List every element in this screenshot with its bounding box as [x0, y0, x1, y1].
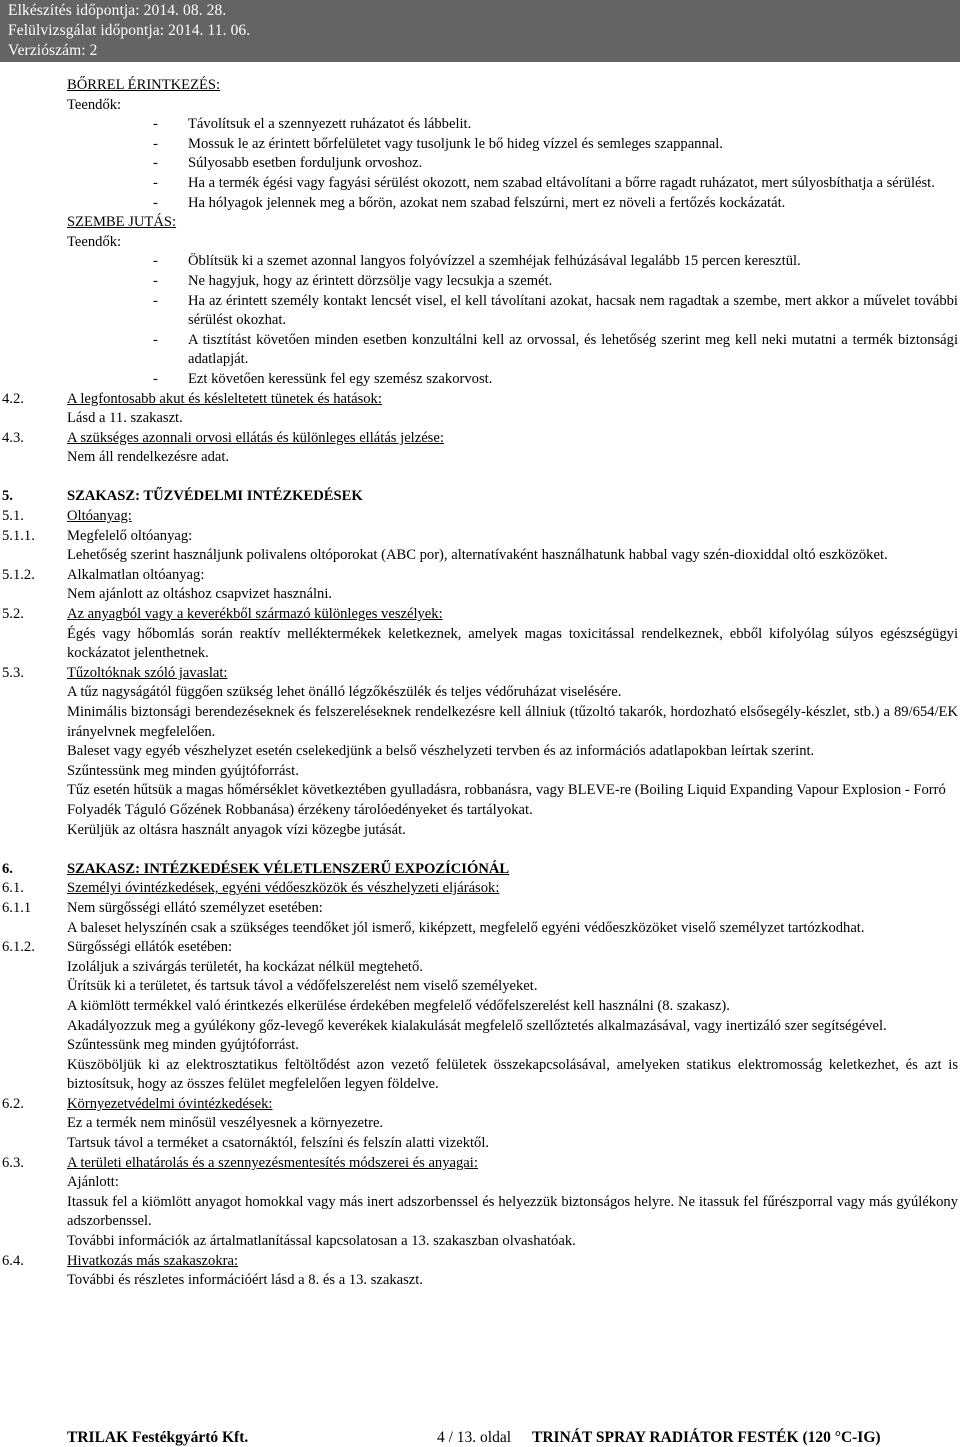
section-number: 6.4. — [2, 1252, 24, 1269]
section-title: Környezetvédelmi óvintézkedések: — [67, 1095, 273, 1112]
list-item: Ha hólyagok jelennek meg a bőrön, azokat nem szabad felszúrni, mert ez növeli a fertőzés kockázatát. — [188, 194, 786, 211]
list-item: Mossuk le az érintett bőrfelületet vagy tusoljunk le bő hideg vízzel és semleges szappannal. — [188, 135, 723, 152]
section-text: Ürítsük ki a területet, és tartsuk távol a védőfelszerelést nem viselő személyeket. — [67, 978, 538, 995]
section-text: Szűntessünk meg minden gyújtóforrást. — [67, 762, 299, 779]
review-date: Felülvizsgálat időpontja: 2014. 11. 06. — [8, 22, 251, 39]
section-text: További információk az ártalmatlanítással kapcsolatosan a 13. szakaszban olvashatóak. — [67, 1233, 576, 1250]
eye-contact-title: SZEMBE JUTÁS: — [67, 214, 177, 231]
section-title: Nem sürgősségi ellátó személyzet esetében: — [67, 899, 323, 916]
section-title: Személyi óvintézkedések, egyéni védőeszközök és vészhelyzeti eljárások: — [67, 880, 500, 897]
list-item: Súlyosabb esetben forduljunk orvoshoz. — [188, 155, 423, 172]
section-number: 6. — [2, 860, 13, 877]
list-item: Távolítsuk el a szennyezett ruházatot és lábbelit. — [188, 116, 472, 133]
product-name: TRINÁT SPRAY RADIÁTOR FESTÉK (120 °C-IG) — [532, 1429, 881, 1446]
section-text: Itassuk fel a kiömlött anyagot homokkal vagy más inert adszorbenssel és helyezzük biztonságos helyre. Ne itassuk fel fűrészporral vagy más gyúlékony adszorbenssel. — [67, 1193, 958, 1230]
list-item: Ezt követően keressünk fel egy szemész szakorvost. — [188, 370, 493, 387]
section-title: A legfontosabb akut és késleltetett tünetek és hatások: — [67, 390, 382, 407]
section-title: A szükséges azonnali orvosi ellátás és különleges ellátás jelzése: — [67, 429, 444, 446]
section-text: Küszöböljük ki az elektrosztatikus feltöltődést azon vezető felületek összekapcsolásával, amelyeken statikus elektromosság keletkezhet, és azt is biztosítsuk, hogy az összes felület megfelelően legyen földelve. — [67, 1056, 958, 1093]
section-title: Az anyagból vagy a keverékből származó különleges veszélyek: — [67, 606, 443, 623]
section-text: Tartsuk távol a terméket a csatornáktól, felszíni és felszín alatti vizektől. — [67, 1135, 490, 1152]
section-text: Akadályozzuk meg a gyúlékony gőz-levegő keverékek kialakulását megfelelő szellőztetés alkalmazásával, vagy inertizáló szer segítségével. — [67, 1017, 887, 1034]
section-title: A területi elhatárolás és a szennyezésmentesítés módszerei és anyagai: — [67, 1154, 478, 1171]
section-text: A kiömlött termékkel való érintkezés elkerülése érdekében megfelelő védőfelszerelést kell használni (8. szakasz). — [67, 997, 730, 1014]
list-item: Öblítsük ki a szemet azonnal langyos folyóvízzel a szemhéjak felhúzásával legalább 15 percen keresztül. — [188, 253, 801, 270]
section-text: Nem ajánlott az oltáshoz csapvizet használni. — [67, 586, 333, 603]
list-item: Ha az érintett személy kontakt lencsét visel, el kell távolítani azokat, hacsak nem ragadtak a szembe, mert akkor a művelet további sérülést okozhat. — [188, 292, 958, 329]
section-text: Tűz esetén hűtsük a magas hőmérséklet következtében gyulladásra, robbanásra, vagy BLEVE-re (Boiling Liquid Expanding Vapour Explosion - Forró Folyadék Táguló Gőzének Robbanása) érzékeny tárolóedényeket és tartályokat. — [67, 782, 946, 818]
section-number: 5.2. — [2, 606, 24, 623]
section-text: A baleset helyszínén csak a szükséges teendőket jól ismerő, kiképzett, megfelelő egyéni védőeszközöket viselő személyzet tartózkodhat. — [67, 919, 865, 936]
section-title: Hivatkozás más szakaszokra: — [67, 1252, 239, 1269]
section-heading: SZAKASZ: TŰZVÉDELMI INTÉZKEDÉSEK — [67, 488, 363, 505]
page-number: 4 / 13. oldal — [437, 1429, 512, 1446]
list-item: Ha a termék égési vagy fagyási sérülést okozott, nem szabad eltávolítani a bőrre ragadt ruházatot, mert súlyosbíthatja a sérülést. — [188, 174, 935, 191]
section-number: 6.2. — [2, 1095, 24, 1112]
company-name: TRILAK Festékgyártó Kft. — [67, 1429, 249, 1446]
section-title: Oltóanyag: — [67, 508, 132, 525]
section-title: Megfelelő oltóanyag: — [67, 527, 193, 544]
section-text: Ez a termék nem minősül veszélyesnek a környezetre. — [67, 1115, 384, 1132]
document-header — [0, 0, 960, 62]
section-number: 5.1.2. — [2, 566, 35, 583]
section-number: 5.1. — [2, 508, 24, 525]
list-item: A tisztítást követően minden esetben konzultálni kell az orvossal, és lehetőség szerint meg kell neki mutatni a termék biztonsági adatlapját. — [188, 331, 958, 368]
section-number: 6.1.1 — [2, 899, 32, 916]
section-number: 5.1.1. — [2, 527, 35, 544]
section-title: Tűzoltóknak szóló javaslat: — [67, 664, 228, 681]
section-title: Sürgősségi ellátók esetében: — [67, 939, 233, 956]
section-number: 4.3. — [2, 429, 24, 446]
created-date: Elkészítés időpontja: 2014. 08. 28. — [8, 2, 227, 19]
eye-tasks-label: Teendők: — [67, 233, 122, 250]
section-number: 4.2. — [2, 390, 24, 407]
section-text: További és részletes információért lásd a 8. és a 13. szakaszt. — [67, 1272, 423, 1289]
section-text: Ajánlott: — [67, 1174, 119, 1191]
section-text: Szűntessünk meg minden gyújtóforrást. — [67, 1037, 299, 1054]
section-text: Minimális biztonsági berendezéseknek és felszereléseknek rendelkezésre kell állniuk (tűzoltó takarók, hordozható elsősegély-készlet, stb.) a 89/654/EK irányelvnek megfelelően. — [67, 704, 958, 740]
section-number: 5. — [2, 488, 13, 505]
section-number: 6.3. — [2, 1154, 24, 1171]
section-text: Baleset vagy egyéb vészhelyzet esetén cselekedjünk a belső vészhelyzeti tervben és az információs adatlapokban leírtak szerint. — [67, 743, 815, 760]
section-title: Alkalmatlan oltóanyag: — [67, 566, 205, 583]
section-text: Égés vagy hőbomlás során reaktív melléktermékek keletkeznek, amelyek magas toxicitással rendelkeznek, ebből kifolyólag súlyos egészségügyi kockázatot jelenthetnek. — [67, 625, 958, 662]
document-body: BŐRREL ÉRINTKEZÉS: Teendők: - Távolítsuk el a szennyezett ruházatot és lábbelit. - Mossuk le az érintett bőrfelületet vagy tusoljunk le bő hideg vízzel és semleges szappannal. - Súlyosabb esetben forduljunk orvoshoz. - Ha a termék égési vagy fagyási sérülést okozott, nem szabad eltávolítani a bőrre ragadt ruházatot, mert súlyosbíthatja a sérülést. - Ha hólyagok jelennek meg a bőrön, azokat nem szabad felszúrni, mert ez növeli a fertőzés kockázatát. SZEMBE JUTÁS: Teendők: - Öblítsük ki a szemet azonnal langyos folyóvízzel a szemhéjak felhúzásával legalább 15 percen keresztül. - Ne hagyjuk, hogy az érintett dörzsölje vagy lecsukja a szemét. - Ha az érintett személy kontakt lencsét visel, el kell távolítani azokat, hacsak nem ragadtak a szembe, mert akkor a művelet további sérülést okozhat. - A tisztítást követően minden esetben konzultálni kell az orvossal, és lehetőség szerint meg kell neki mutatni a termék biztonsági adatlapját. - Ezt követően keressünk fel egy szemész szakorvost. 4.2. A legfontosabb akut és késleltetett tünetek és hatások: Lásd a 11. szakaszt. 4.3. A szükséges azonnali orvosi ellátás és különleges ellátás jelzése: Nem áll rendelkezésre adat. 5. SZAKASZ: TŰZVÉDELMI INTÉZKEDÉSEK 5.1. Oltóanyag: 5.1.1. Megfelelő oltóanyag: Lehetőség szerint használjunk polivalens oltóporokat (ABC por), alternatívaként használhatunk habbal vagy szén-dioxiddal oltó eszközöket. 5.1.2. Alkalmatlan oltóanyag: Nem ajánlott az oltáshoz csapvizet használni. 5.2. Az anyagból vagy a keverékből származó különleges veszélyek: Égés vagy hőbomlás során reaktív melléktermékek keletkeznek, amelyek magas toxicitással rendelkeznek, ebből kifolyólag súlyos egészségügyi kockázatot jelenthetnek. 5.3. Tűzoltóknak szóló javaslat: A tűz nagyságától függően szükség lehet önálló légzőkészülék és teljes védőruházat viselésére. Minimális biztonsági berendezéseknek és felszereléseknek rendelkezésre kell állniuk (tűzoltó takarók, hordozható elsősegély-készlet, stb.) a 89/654/EK irányelvnek megfelelően. Baleset vagy egyéb vészhelyzet esetén cselekedjünk a belső vészhelyzeti tervben és az információs adatlapokban leírtak szerint. Szűntessünk meg minden gyújtóforrást. Tűz esetén hűtsük a magas hőmérséklet következtében gyulladásra, robbanásra, vagy BLEVE-re (Boiling Liquid Expanding Vapour Explosion - Forró Folyadék Táguló Gőzének Robbanása) érzékeny tárolóedényeket és tartályokat. Kerüljük az oltásra használt anyagok vízi közegbe jutását. 6. SZAKASZ: INTÉZKEDÉSEK VÉLETLENSZERŰ EXPOZÍCIÓNÁL 6.1. Személyi óvintézkedések, egyéni védőeszközök és vészhelyzeti eljárások: 6.1.1 Nem sürgősségi ellátó személyzet esetében: A baleset helyszínén csak a szükséges teendőket jól ismerő, kiképzett, megfelelő egyéni védőeszközöket viselő személyzet tartózkodhat. 6.1.2. Sürgősségi ellátók esetében: Izoláljuk a szivárgás területét, ha kockázat nélkül megtehető. Ürítsük ki a területet, és tartsuk távol a védőfelszerelést nem viselő személyeket. A kiömlött termékkel való érintkezés elkerülése érdekében megfelelő védőfelszerelést kell használni (8. szakasz). Akadályozzuk meg a gyúlékony gőz-levegő keverékek kialakulását megfelelő szellőztetés alkalmazásával, vagy inertizáló szer segítségével. Szűntessünk meg minden gyújtóforrást. Küszöböljük ki az elektrosztatikus feltöltődést azon vezető felületek összekapcsolásával, amelyeken statikus elektromosság keletkezhet, és azt is biztosítsuk, hogy az összes felület megfelelően legyen földelve. 6.2. Környezetvédelmi óvintézkedések: Ez a termék nem minősül veszélyesnek a környezetre. Tartsuk távol a terméket a csatornáktól, felszíni és felszín alatti vizektől. 6.3. A területi elhatárolás és a szennyezésmentesítés módszerei és anyagai: Ajánlott: Itassuk fel a kiömlött anyagot homokkal vagy más inert adszorbenssel és helyezzük biztonságos helyre. Ne itassuk fel fűrészporral vagy más gyúlékony adszorbenssel. További információk az ártalmatlanítással kapcsolatosan a 13. szakaszban olvashatóak. 6.4. Hivatkozás más szakaszokra: További és részletes információért lásd a 8. és a 13. szakaszt. — [0, 76, 960, 1291]
section-text: Kerüljük az oltásra használt anyagok vízi közegbe jutását. — [67, 821, 406, 838]
section-text: Lásd a 11. szakaszt. — [67, 410, 183, 427]
list-item: Ne hagyjuk, hogy az érintett dörzsölje vagy lecsukja a szemét. — [188, 272, 553, 289]
section-text: A tűz nagyságától függően szükség lehet önálló légzőkészülék és teljes védőruházat viselésére. — [67, 684, 622, 701]
section-number: 6.1. — [2, 880, 24, 897]
section-text: Izoláljuk a szivárgás területét, ha kockázat nélkül megtehető. — [67, 958, 423, 975]
section-text: Lehetőség szerint használjunk polivalens oltóporokat (ABC por), alternatívaként használhatunk habbal vagy szén-dioxiddal oltó eszközöket. — [67, 547, 888, 564]
version-number: Verziószám: 2 — [8, 42, 98, 59]
page-footer — [0, 1428, 960, 1447]
skin-contact-title: BŐRREL ÉRINTKEZÉS: — [67, 77, 221, 93]
section-number: 5.3. — [2, 664, 24, 681]
skin-tasks-label: Teendők: — [67, 96, 122, 113]
section-number: 6.1.2. — [2, 939, 35, 956]
section-heading: SZAKASZ: INTÉZKEDÉSEK VÉLETLENSZERŰ EXPOZÍCIÓNÁL — [67, 860, 510, 877]
section-text: Nem áll rendelkezésre adat. — [67, 449, 230, 466]
